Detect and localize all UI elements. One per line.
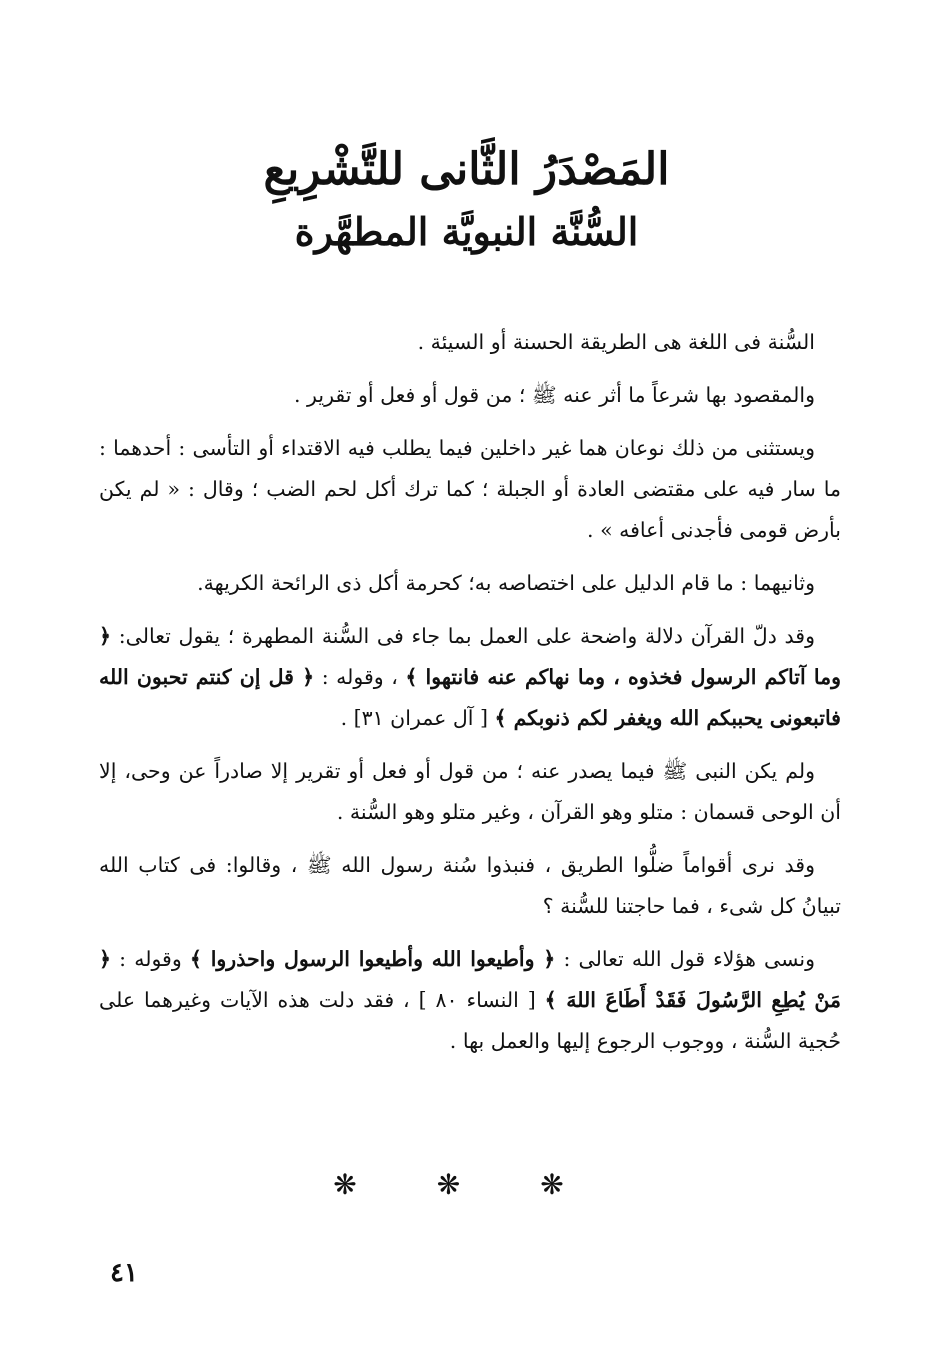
paragraph — [99, 428, 841, 551]
text-segment: والمقصود بها شرعاً ما أثر عنه ﷺ ؛ من قول أو فعل أو تقرير . — [294, 383, 815, 407]
text-segment: وقوله : — [111, 947, 190, 971]
body-text — [99, 322, 841, 1074]
quran-verse: ﴿ مَنْ يُطِعِ الرَّسُولَ فَقَدْ أَطَاعَ اللهَ ﴾ — [99, 947, 841, 1012]
text-segment: ويستثنى من ذلك نوعان هما غير داخلين فيما يطلب فيه الاقتداء أو التأسى : أحدهما : ما سار فيه على مقتضى العادة أو الجبلة ؛ كما ترك أكل لحم الضب ؛ وقال : « لم يكن بأرض قومى فأجدنى أعافه » . — [99, 436, 841, 542]
text-segment: وقد دلّ القرآن دلالة واضحة على العمل بما جاء فى السُّنة المطهرة ؛ يقول تعالى: — [111, 624, 815, 648]
paragraph — [99, 616, 841, 739]
paragraph — [99, 375, 841, 416]
paragraph — [99, 563, 841, 604]
text-segment: السُّنة فى اللغة هى الطريقة الحسنة أو السيئة . — [417, 330, 815, 354]
text-segment: وثانيهما : ما قام الدليل على اختصاصه به؛ كحرمة أكل ذى الرائحة الكريهة. — [197, 571, 815, 595]
quran-verse: ﴿ قل إن كنتم تحبون الله فاتبعونى يحببكم الله ويغفر لكم ذنوبكم ﴾ — [99, 665, 841, 730]
text-segment: ونسى هؤلاء قول الله تعالى : — [555, 947, 816, 971]
paragraph — [99, 939, 841, 1062]
chapter-subtitle: السُّنَّة النبويَّة المطهَّرة — [294, 209, 639, 254]
paragraph — [99, 845, 841, 927]
text-segment: ولم يكن النبى ﷺ فيما يصدر عنه ؛ من قول أو فعل أو تقرير إلا صادراً عن وحى، إلا أن الوحى قسمان : متلو وهو القرآن ، وغير متلو وهو السُّنة . — [99, 759, 841, 824]
text-segment: [ آل عمران ٣١] . — [340, 706, 495, 730]
title-block — [0, 138, 933, 262]
quran-verse: ﴿ وأطيعوا الله وأطيعوا الرسول واحذروا ﴾ — [189, 947, 556, 971]
quran-verse: ﴿ وما آتاكم الرسول فخذوه ، وما نهاكم عنه فانتهوا ﴾ — [99, 624, 841, 689]
separator-star-icon: ❋ — [436, 1168, 497, 1201]
page-number: ٤١ — [110, 1258, 138, 1288]
paragraph — [99, 751, 841, 833]
separator-star-icon: ❋ — [333, 1168, 393, 1201]
text-segment: [ النساء ٨٠ ] ، فقد دلت هذه الآيات وغيرهما على حُجية السُّنة ، ووجوب الرجوع إليها والعمل بها . — [99, 988, 841, 1053]
chapter-title: المَصْدَرُ الثَّانى للتَّشْرِيعِ — [263, 144, 670, 195]
section-separator — [0, 1168, 933, 1201]
separator-star-icon: ❋ — [540, 1168, 600, 1201]
paragraph — [99, 322, 841, 363]
text-segment: ، وقوله : — [314, 665, 406, 689]
text-segment: وقد نرى أقواماً ضلُّوا الطريق ، فنبذوا سُنة رسول الله ﷺ ، وقالوا: فى كتاب الله تبيانُ كل شىء ، فما حاجتنا للسُّنة ؟ — [99, 853, 841, 918]
